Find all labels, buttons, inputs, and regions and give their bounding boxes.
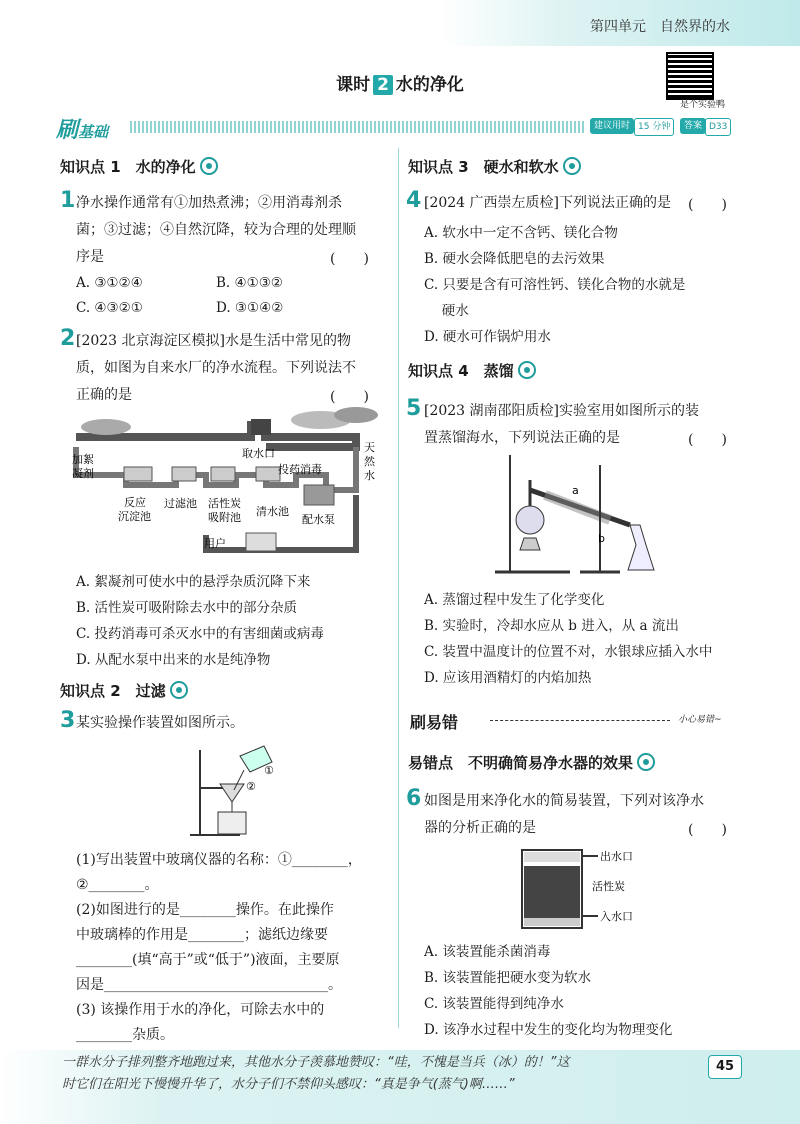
qr-code-icon[interactable] xyxy=(666,52,714,100)
target-icon xyxy=(200,157,218,175)
answer-paren[interactable]: ( ) xyxy=(688,822,727,838)
option[interactable]: A. ③①②④ xyxy=(76,275,143,291)
label-pump: 配水泵 xyxy=(302,513,335,526)
page-number: 45 xyxy=(708,1055,742,1079)
lesson-prefix: 课时 xyxy=(336,75,371,95)
question-6-line: 如图是用来净化水的简易装置，下列对该净水 xyxy=(424,793,704,809)
label-activated-carbon: 活性炭 xyxy=(592,880,625,893)
label-natural-1: 天 xyxy=(364,441,375,454)
option[interactable]: B. 硬水会降低肥皂的去污效果 xyxy=(424,251,605,267)
label-disinfect: 投药消毒 xyxy=(278,463,322,476)
question-3-line[interactable]: ②________。 xyxy=(76,877,159,893)
question-1-line: 序是 xyxy=(76,249,104,265)
label-inlet: 入水口 xyxy=(600,910,633,923)
answer-paren[interactable]: ( ) xyxy=(688,197,727,213)
section-stripe xyxy=(130,121,585,133)
option[interactable]: A. 该装置能杀菌消毒 xyxy=(424,944,551,960)
question-3-stem: 某实验操作装置如图所示。 xyxy=(76,715,244,731)
question-3-line[interactable]: (3) 该操作用于水的净化，可除去水中的 xyxy=(76,1002,325,1018)
target-icon xyxy=(637,753,655,771)
target-icon xyxy=(563,157,581,175)
question-1-line: 净水操作通常有①加热煮沸；②用消毒剂杀 xyxy=(76,195,342,211)
question-3-line[interactable]: 中玻璃棒的作用是________；滤纸边缘要 xyxy=(76,927,328,943)
option[interactable]: B. 活性炭可吸附除去水中的部分杂质 xyxy=(76,600,298,616)
mark-2: ② xyxy=(246,780,256,793)
label-filter-tank: 过滤池 xyxy=(164,497,197,510)
distillation-diagram xyxy=(490,450,670,580)
question-5-line: 置蒸馏海水，下列说法正确的是 xyxy=(424,430,620,446)
option-continued: 硬水 xyxy=(424,303,469,319)
answer-value: D33 xyxy=(705,118,731,136)
footer-line: 时它们在阳光下慢慢升华了，水分子们不禁仰头感叹：“真是争气(蒸气)啊……” xyxy=(62,1077,515,1092)
question-number: 1 xyxy=(60,188,76,213)
option[interactable]: C. 该装置能得到纯净水 xyxy=(424,996,564,1012)
label-reaction: 反应 xyxy=(124,496,146,509)
label-natural-2: 然 xyxy=(364,455,375,468)
label-clear-water: 清水池 xyxy=(256,505,289,518)
question-2-line: 正确的是 xyxy=(76,387,132,403)
wrong-section-title: 刷易错 xyxy=(410,713,459,732)
question-3-line[interactable]: ________杂质。 xyxy=(76,1027,174,1043)
question-5-line: [2023 湖南邵阳质检]实验室用如图所示的装 xyxy=(424,403,700,419)
label-b: b xyxy=(598,532,605,545)
question-2-line: [2023 北京海淀区模拟]水是生活中常见的物 xyxy=(76,333,352,349)
lesson-number: 2 xyxy=(373,75,393,95)
question-3-line[interactable]: 因是________________________________。 xyxy=(76,977,342,993)
question-number: 3 xyxy=(60,708,76,733)
section-logo-sub: 基础 xyxy=(78,123,109,141)
option[interactable]: D. 该净水过程中发生的变化均为物理变化 xyxy=(424,1022,673,1038)
option[interactable]: A. 絮凝剂可使水中的悬浮杂质沉降下来 xyxy=(76,574,311,590)
knowledge-point-3: 知识点 3 硬水和软水 xyxy=(408,156,581,177)
option[interactable]: B. 该装置能把硬水变为软水 xyxy=(424,970,592,986)
option[interactable]: D. ③①④② xyxy=(216,300,284,316)
option[interactable]: A. 软水中一定不含钙、镁化合物 xyxy=(424,225,618,241)
option[interactable]: C. 装置中温度计的位置不对，水银球应插入水中 xyxy=(424,644,713,660)
footer-text xyxy=(62,1052,569,1096)
water-purifier-diagram xyxy=(516,842,686,932)
option[interactable]: D. 硬水可作锅炉用水 xyxy=(424,329,551,345)
question-2-line: 质，如图为自来水厂的净水流程。下列说法不 xyxy=(76,360,356,376)
answer-paren[interactable]: ( ) xyxy=(330,389,369,405)
time-value: 15 分钟 xyxy=(634,118,674,136)
answer-label: 答案 xyxy=(680,118,706,134)
question-3-line[interactable]: (2)如图进行的是________操作。在此操作 xyxy=(76,902,334,918)
label-adsorption: 吸附池 xyxy=(208,511,241,524)
section-logo-main: 刷 xyxy=(56,118,79,143)
option[interactable]: C. ④③②① xyxy=(76,300,143,316)
option[interactable]: C. 只要是含有可溶性钙、镁化合物的水就是 xyxy=(424,277,686,293)
footer-line: 一群水分子排列整齐地跑过来，其他水分子羡慕地赞叹：“哇，不愧是当兵（冰）的！”这 xyxy=(62,1055,570,1070)
question-3-line[interactable]: ________(填“高于”或“低于”)液面，主要原 xyxy=(76,952,340,968)
knowledge-point-1: 知识点 1 水的净化 xyxy=(60,156,218,177)
knowledge-point-2: 知识点 2 过滤 xyxy=(60,680,188,701)
qr-caption: 是个实验鸭 xyxy=(680,100,726,110)
error-point: 易错点 不明确简易净水器的效果 xyxy=(408,752,655,773)
option[interactable]: B. 实验时，冷却水应从 b 进入，从 a 流出 xyxy=(424,618,679,634)
question-1-line: 菌；③过滤；④自然沉降，较为合理的处理顺 xyxy=(76,222,356,238)
option[interactable]: B. ④①③② xyxy=(216,275,283,291)
label-intake: 取水口 xyxy=(242,447,275,460)
label-flocculant-1: 加絮 xyxy=(72,453,94,466)
answer-paren[interactable]: ( ) xyxy=(688,432,727,448)
option[interactable]: D. 应该用酒精灯的内焰加热 xyxy=(424,670,592,686)
label-user: 用户 xyxy=(204,537,226,550)
question-6-line: 器的分析正确的是 xyxy=(424,820,536,836)
label-sedimentation: 沉淀池 xyxy=(118,510,151,523)
answer-paren[interactable]: ( ) xyxy=(330,251,369,267)
question-number: 4 xyxy=(406,188,422,213)
column-divider xyxy=(398,148,399,1028)
option[interactable]: A. 蒸馏过程中发生了化学变化 xyxy=(424,592,605,608)
wrong-section-line xyxy=(490,720,670,721)
label-flocculant-2: 凝剂 xyxy=(72,467,94,480)
lesson-name: 水的净化 xyxy=(395,75,464,95)
unit-label: 第四单元 自然界的水 xyxy=(590,19,730,35)
target-icon xyxy=(170,681,188,699)
mark-1: ① xyxy=(264,764,274,777)
target-icon xyxy=(518,361,536,379)
option[interactable]: D. 从配水泵中出来的水是纯净物 xyxy=(76,652,271,668)
label-outlet: 出水口 xyxy=(600,850,633,863)
question-number: 5 xyxy=(406,396,422,421)
time-label: 建议用时 xyxy=(590,118,634,134)
option[interactable]: C. 投药消毒可杀灭水中的有害细菌或病毒 xyxy=(76,626,324,642)
section-logo xyxy=(56,113,108,144)
water-plant-diagram xyxy=(66,405,396,565)
question-4-stem: [2024 广西崇左质检]下列说法正确的是 xyxy=(424,195,672,211)
question-number: 6 xyxy=(406,786,422,811)
question-3-line[interactable]: (1)写出装置中玻璃仪器的名称：①________， xyxy=(76,852,362,868)
label-natural-3: 水 xyxy=(364,469,375,482)
label-a: a xyxy=(572,484,579,497)
label-carbon: 活性炭 xyxy=(208,497,241,510)
knowledge-point-4: 知识点 4 蒸馏 xyxy=(408,360,536,381)
filtration-diagram xyxy=(180,740,290,840)
wrong-hint: 小心易错~ xyxy=(678,715,722,725)
question-number: 2 xyxy=(60,326,76,351)
